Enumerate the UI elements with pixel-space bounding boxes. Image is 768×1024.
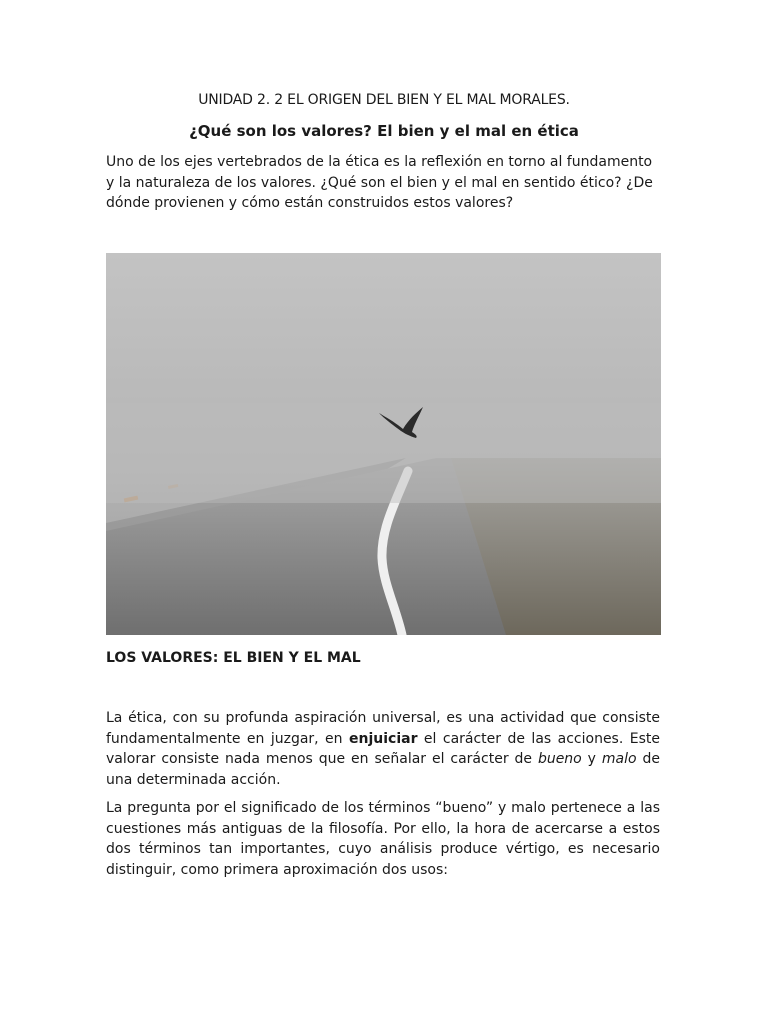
paragraph-text: La ética, con su profunda aspiración universal, es una actividad que consiste fundamentalmente en juzgar, en — [106, 710, 660, 747]
body-paragraph: La pregunta por el significado de los términos “bueno” y malo pertenece a las cuestiones más antiguas de la filosofía. Por ello, la hora de acercarse a estos dos términos tan importantes, cuyo análisis produce vértigo, es necesario distinguir, como primera aproximación dos usos: — [106, 800, 660, 878]
foggy-road-with-bird-photo-icon — [106, 253, 661, 635]
page-title: UNIDAD 2. 2 EL ORIGEN DEL BIEN Y EL MAL MORALES. — [198, 92, 570, 108]
paragraph-text: el carácter de las acciones. Este valorar consiste nada menos que en señalar el carácter de — [106, 730, 660, 767]
italic-term: bueno — [537, 751, 582, 767]
foggy-road-photo — [106, 253, 661, 635]
paragraph-text: de una determinada acción. — [106, 751, 661, 788]
paragraph-text: y — [581, 751, 602, 767]
section-heading: LOS VALORES: EL BIEN Y EL MAL — [106, 650, 361, 666]
intro-paragraph: Uno de los ejes vertebrados de la ética es la reflexión en torno al fundamento y la naturaleza de los valores. ¿Qué son el bien y el mal en sentido ético? ¿De dónde provienen y cómo están construidos estos valores? — [106, 154, 653, 211]
body-paragraph — [106, 708, 660, 790]
italic-term: malo — [601, 751, 637, 767]
bold-term: enjuiciar — [349, 730, 418, 747]
page-subtitle: ¿Qué son los valores? El bien y el mal en ética — [189, 122, 579, 140]
